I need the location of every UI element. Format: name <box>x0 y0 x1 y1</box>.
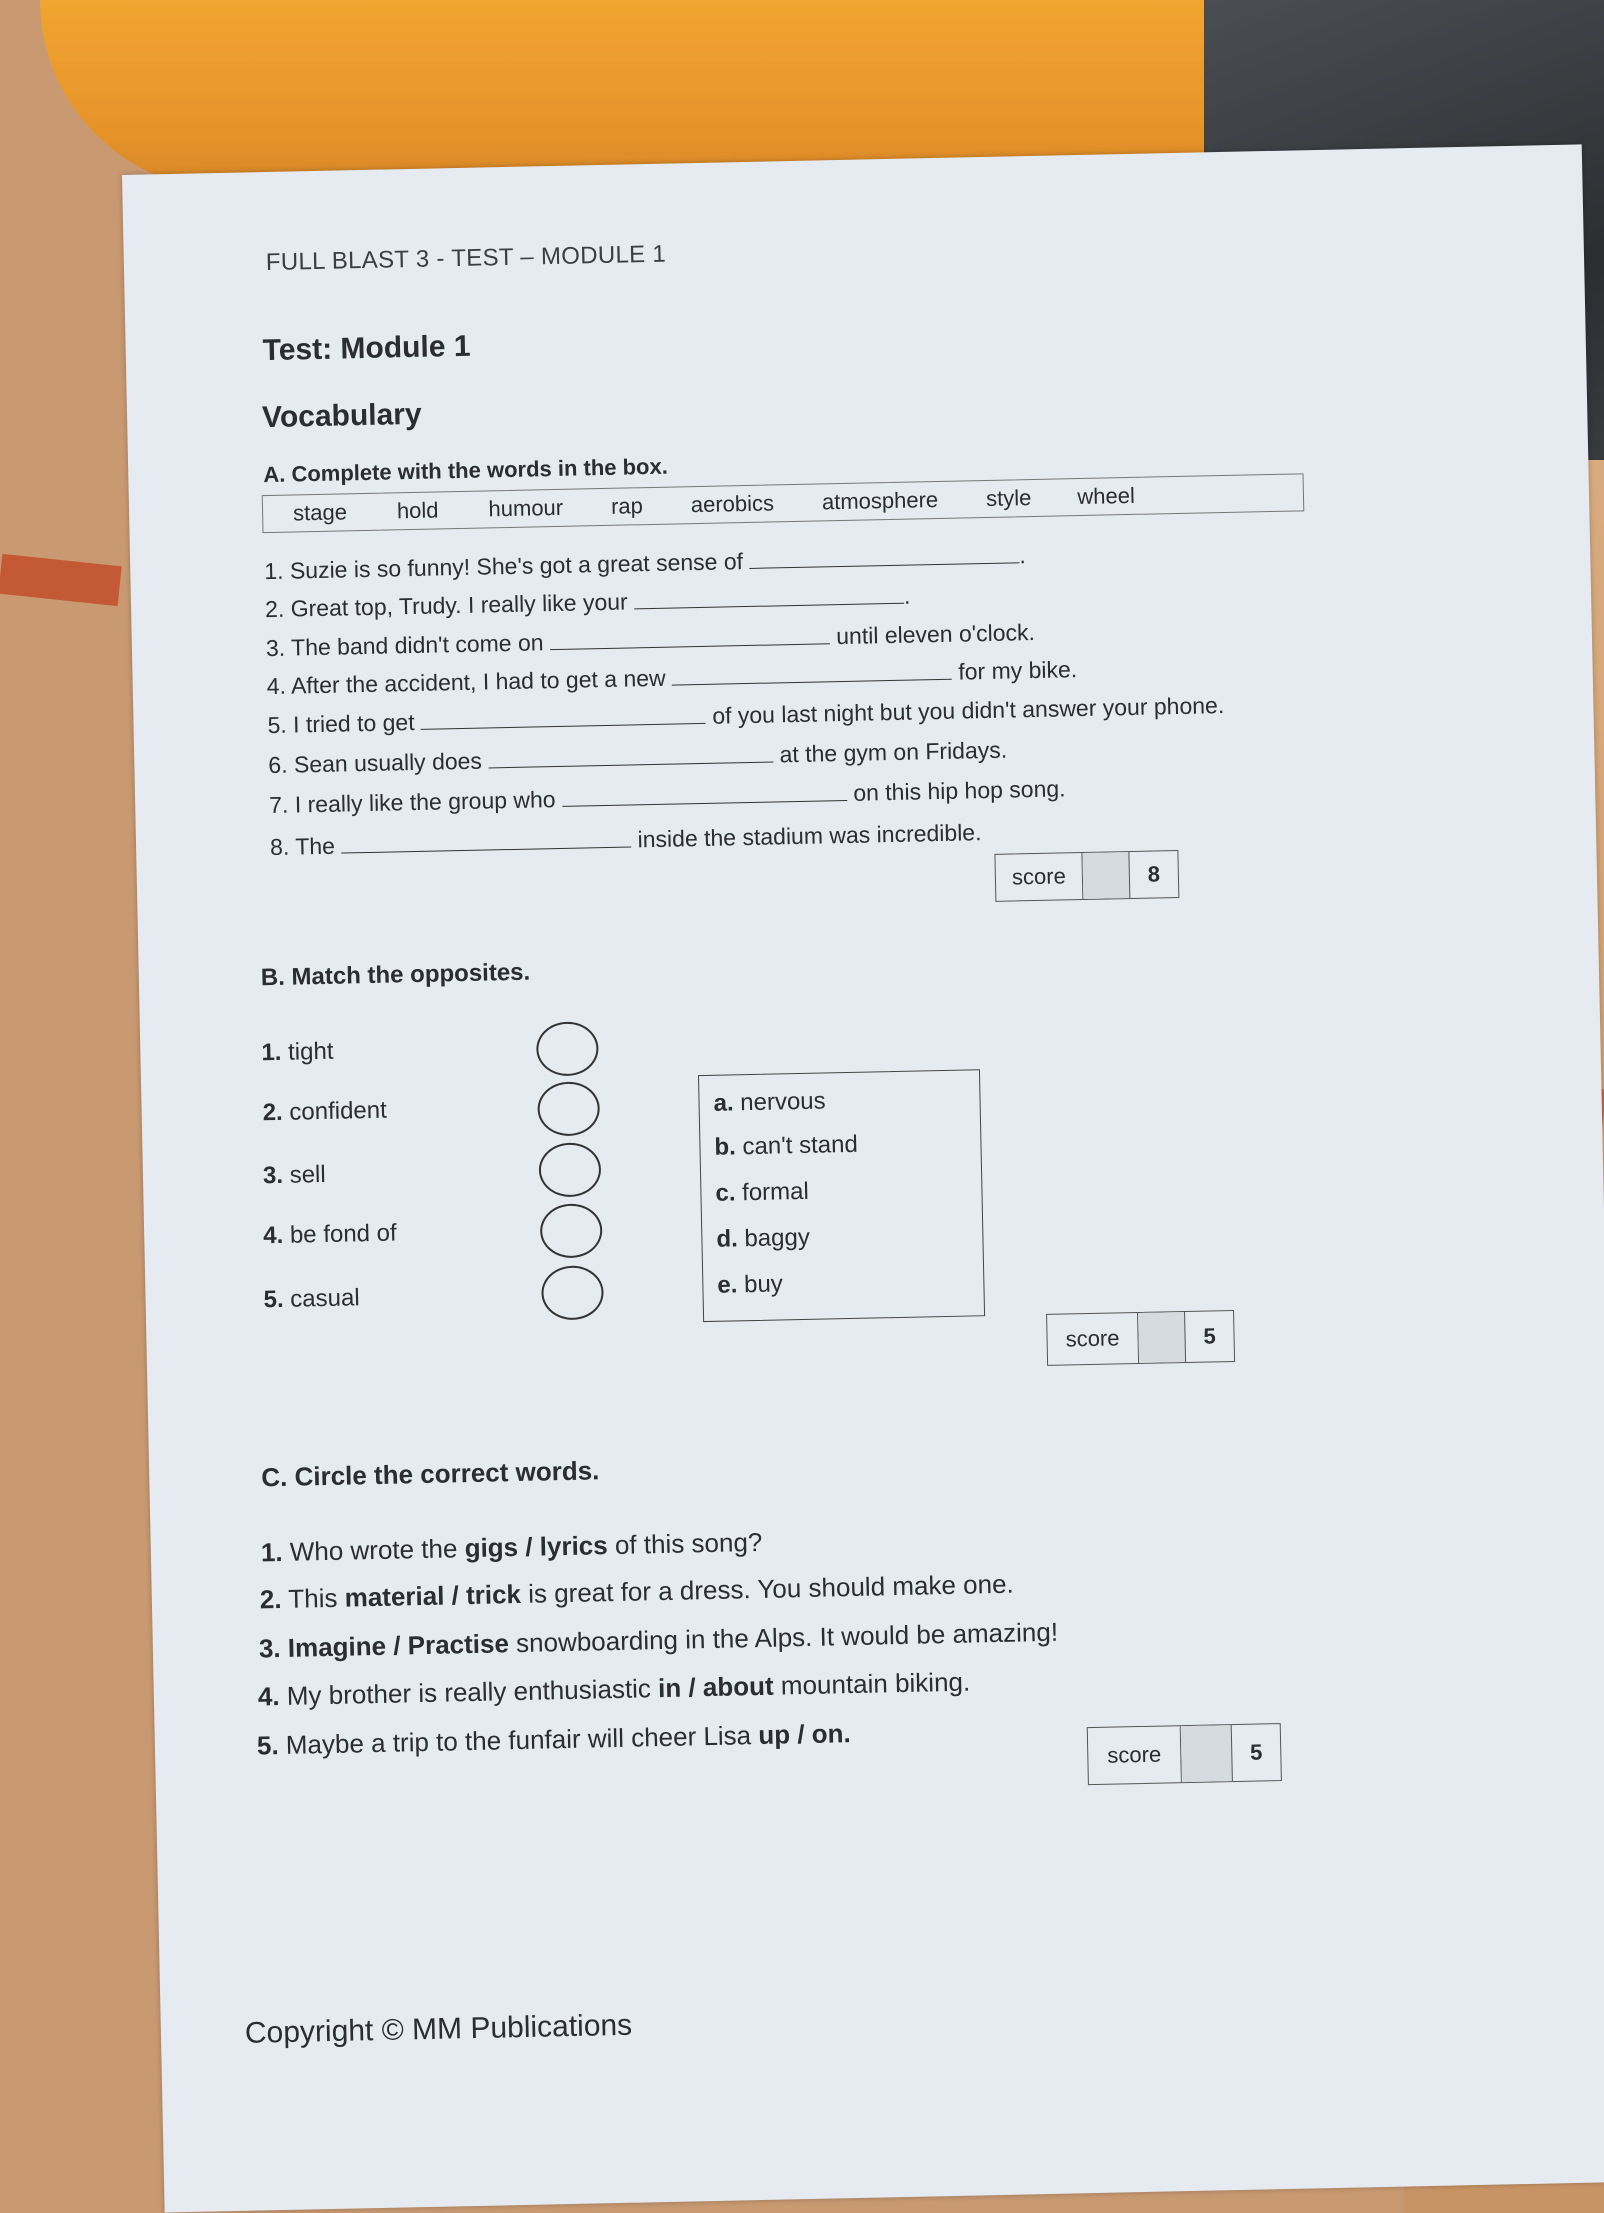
word-box-item: humour <box>488 494 564 522</box>
answer-circle[interactable] <box>541 1265 604 1320</box>
exercise-a-item-5: 5. I tried to get of you last night but you didn't answer your phone. <box>267 692 1225 739</box>
score-box-a <box>994 850 1179 902</box>
match-option: b. can't stand <box>714 1130 859 1161</box>
score-label: score <box>1047 1313 1139 1365</box>
match-left-item: 3. sell <box>262 1160 326 1190</box>
match-left-item: 2. confident <box>262 1096 388 1127</box>
match-option: a. nervous <box>713 1087 826 1117</box>
word-box-item: hold <box>396 497 439 524</box>
word-box-item: atmosphere <box>821 486 939 515</box>
word-choice[interactable]: material / trick <box>344 1578 522 1613</box>
background-strip <box>0 554 122 606</box>
options-box <box>698 1069 985 1322</box>
answer-blank[interactable] <box>562 800 847 807</box>
score-box-c <box>1087 1723 1282 1785</box>
exercise-a-item-7: 7. I really like the group who on this hip hop song. <box>268 775 1066 819</box>
score-label: score <box>1088 1726 1182 1784</box>
score-box-b <box>1046 1310 1235 1366</box>
answer-circle[interactable] <box>538 1142 601 1197</box>
answer-circle[interactable] <box>540 1203 603 1258</box>
exercise-a-item-3: 3. The band didn't come on until eleven o'clock. <box>265 618 1036 662</box>
exercise-a-item-8: 8. The inside the stadium was incredible. <box>269 819 982 861</box>
page-title: Test: Module 1 <box>262 329 471 368</box>
match-option: c. formal <box>715 1177 810 1207</box>
score-entry[interactable] <box>1082 852 1130 899</box>
exercise-a-item-2: 2. Great top, Trudy. I really like your . <box>264 582 911 623</box>
answer-circle[interactable] <box>536 1021 599 1076</box>
answer-blank[interactable] <box>421 723 706 730</box>
answer-blank[interactable] <box>672 679 952 686</box>
match-left-item: 4. be fond of <box>262 1219 397 1250</box>
section-a-instruction: A. Complete with the words in the box. <box>263 453 669 488</box>
section-c-instruction: C. Circle the correct words. <box>260 1455 600 1493</box>
answer-blank[interactable] <box>488 761 773 768</box>
score-max: 5 <box>1203 1323 1216 1349</box>
copyright: Copyright © MM Publications <box>244 2008 633 2050</box>
page-header: FULL BLAST 3 - TEST – MODULE 1 <box>265 240 667 277</box>
answer-circle[interactable] <box>537 1081 600 1136</box>
exercise-a-item-6: 6. Sean usually does at the gym on Fridays. <box>268 736 1008 779</box>
answer-blank[interactable] <box>341 846 631 853</box>
word-choice[interactable]: gigs / lyrics <box>464 1530 608 1564</box>
exercise-c-item: 5. Maybe a trip to the funfair will cheer Lisa up / on. <box>256 1718 852 1761</box>
word-box-item: aerobics <box>690 490 775 518</box>
exercise-c-item: 2. This material / trick is great for a dress. You should make one. <box>259 1568 1015 1615</box>
answer-blank[interactable] <box>634 603 904 610</box>
score-max: 8 <box>1147 861 1161 887</box>
exercise-a-item-1: 1. Suzie is so funny! She's got a great sense of . <box>264 542 1026 585</box>
word-box-item: wheel <box>1077 482 1136 510</box>
exercise-c-item: 1. Who wrote the gigs / lyrics of this song? <box>260 1526 763 1568</box>
answer-blank[interactable] <box>750 562 1020 569</box>
word-box-item: rap <box>610 493 644 519</box>
word-choice[interactable]: Imagine / Practise <box>287 1628 510 1663</box>
score-entry[interactable] <box>1138 1312 1186 1363</box>
exercise-a-item-4: 4. After the accident, I had to get a new for my bike. <box>266 656 1078 700</box>
match-option: e. buy <box>717 1270 784 1299</box>
word-box-item: stage <box>292 499 348 526</box>
match-option: d. baggy <box>716 1223 811 1253</box>
section-b-instruction: B. Match the opposites. <box>260 958 531 992</box>
section-title: Vocabulary <box>261 397 422 435</box>
exercise-c-item: 4. My brother is really enthusiastic in / about mountain biking. <box>257 1666 971 1712</box>
answer-blank[interactable] <box>550 643 830 650</box>
word-box-item: style <box>985 485 1032 511</box>
test-sheet <box>122 144 1604 2212</box>
word-choice[interactable]: up / on. <box>757 1718 852 1751</box>
match-left-item: 5. casual <box>263 1284 360 1314</box>
word-choice[interactable]: in / about <box>657 1670 774 1704</box>
exercise-c-item: 3. Imagine / Practise snowboarding in the Alps. It would be amazing! <box>258 1616 1059 1664</box>
score-entry[interactable] <box>1181 1725 1233 1782</box>
score-max: 5 <box>1249 1739 1263 1765</box>
score-label: score <box>995 853 1083 901</box>
match-left-item: 1. tight <box>261 1037 334 1067</box>
